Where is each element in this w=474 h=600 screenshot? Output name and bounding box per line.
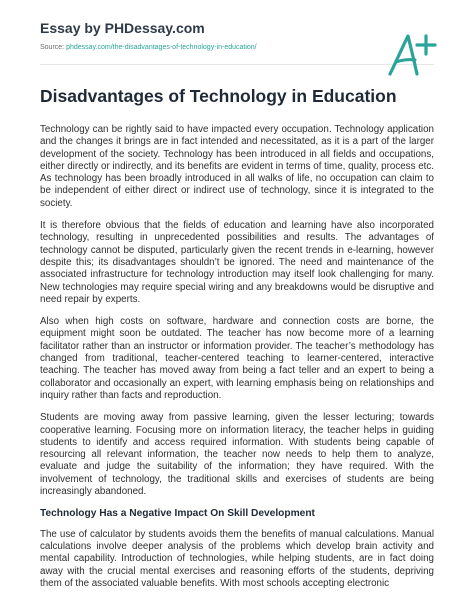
essay-paragraph: Also when high costs on software, hardware and connection costs are borne, the equipment might soon be outdated. The teacher has now become more of a learning facilitator rather than an instructor or information provider. The teacher’s methodology has changed from traditional, teacher-centered teaching to learner-centered, interactive teaching. The teacher has moved away from being a fact teller and an expert to being a collaborator and occasionally an expert, with learning emphasis being on relationships and inquiry rather than facts and reproduction. [40, 316, 434, 401]
a-plus-grade-icon [386, 30, 438, 78]
essay-paragraph: Students are moving away from passive learning, given the lesser lecturing; towards cooperative learning. Focusing more on information literacy, the teacher helps in guiding students to identify and access required information. With students being capable of resourcing all relevant information, the teacher now needs to help them to analyze, evaluate and judge the suitability of the information; they have required. With the involvement of technology, the traditional skills and exercises of students are being increasingly abandoned. [40, 412, 434, 498]
site-brand[interactable]: Essay by PHDessay.com [40, 20, 205, 36]
source-line [40, 44, 257, 51]
source-label: Source: [40, 44, 67, 51]
source-link[interactable]: phdessay.com/the-disadvantages-of-technology-in-education/ [66, 44, 257, 51]
header-divider [40, 64, 434, 65]
page-header [0, 0, 474, 86]
essay-paragraph: Technology can be rightly said to have impacted every occupation. Technology application and the changes it brings are in fact intended and necessitated, as it is a part of the larger development of the society. Technology has been introduced in all fields and occupations, either directly or indirectly, and its benefits are evident in terms of time, quality, process etc. As technology has been broadly introduced in all walks of life, no occupation can claim to be independent of either direct or indirect use of technology, since it is integrated to the society. [40, 124, 434, 209]
essay-title: Disadvantages of Technology in Education [40, 86, 397, 106]
section-subheading: Technology Has a Negative Impact On Skill Development [40, 508, 315, 520]
essay-paragraph: It is therefore obvious that the fields of education and learning have also incorporated technology, resulting in unprecedented possibilities and results. The advantages of technology cannot be disputed, particularly given the recent trends in e-learning, however despite this; its disadvantages shouldn’t be ignored. The need and maintenance of the associated infrastructure for technology introduction may itself look challenging for many. New technologies may require special wiring and any breakdowns would be disruptive and need repair by experts. [40, 220, 434, 305]
essay-paragraph: The use of calculator by students avoids them the benefits of manual calculations. Manual calculations involve deeper analysis of the problems which develop brain activity and mental capability. Introduction of technologies, while helping students, are in fact doing away with the crucial mental exercises and reasoning efforts of the students, depriving them of the associated valuable benefits. With most schools accepting electronic [40, 528, 434, 589]
essay-body [40, 124, 434, 600]
